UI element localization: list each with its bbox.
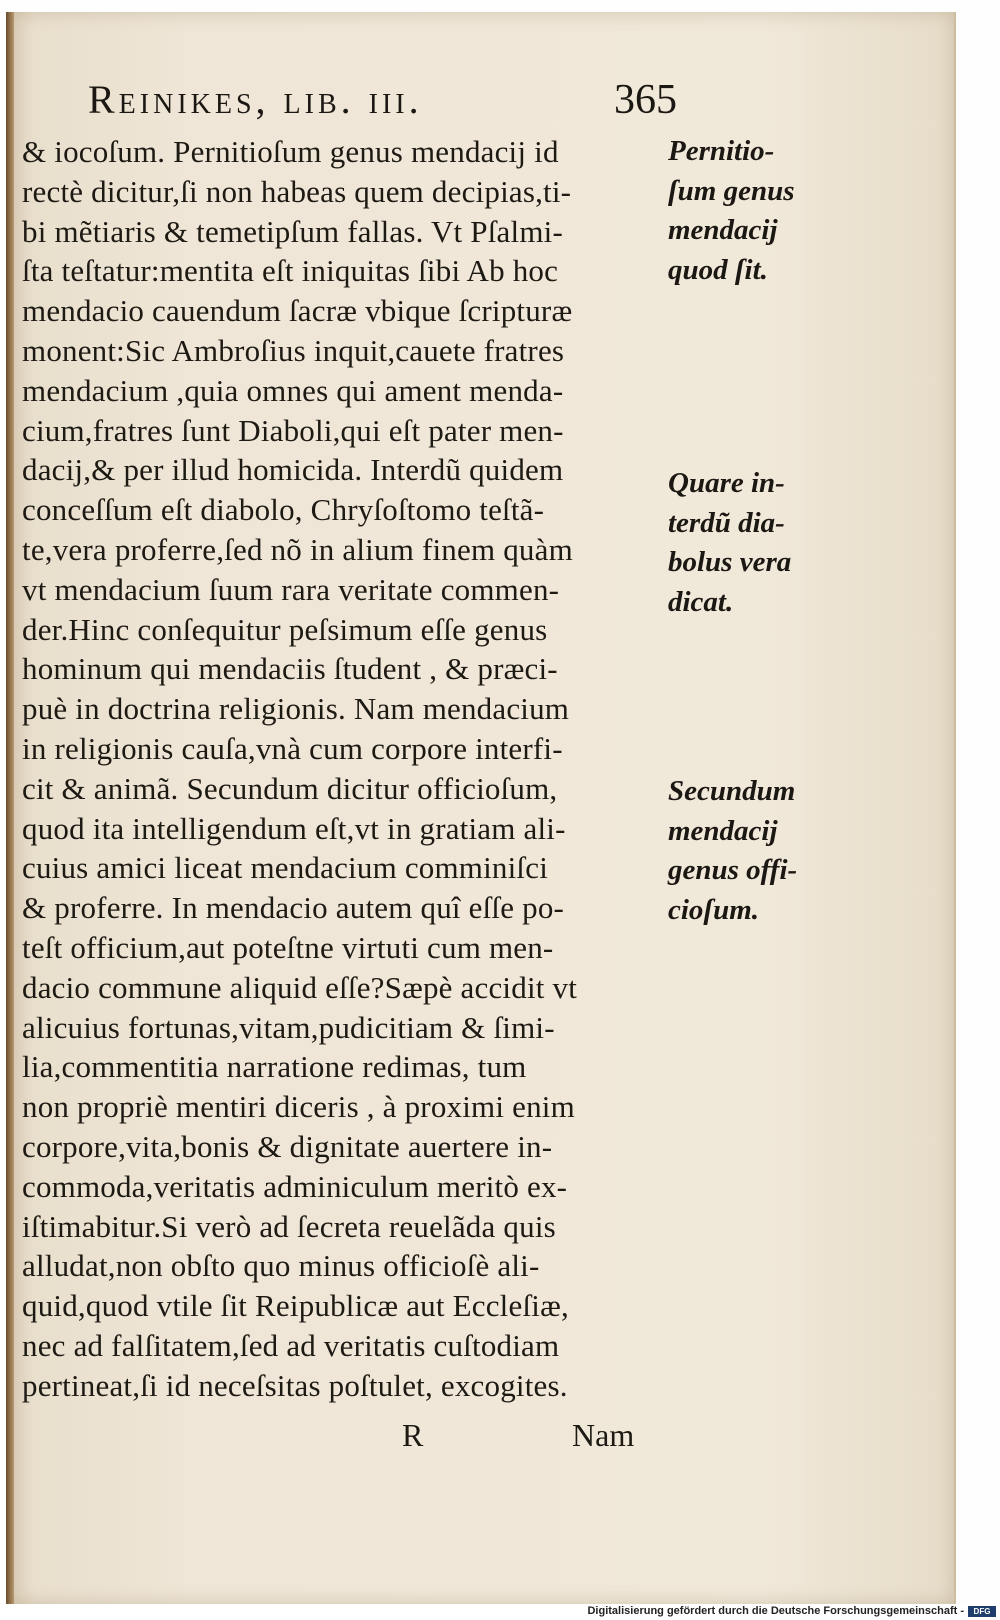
text-line: te,vera proferre,ſed nõ in alium finem quàm <box>22 531 573 567</box>
text-line: alludat,non obſto quo minus officioſè ali- <box>22 1248 540 1284</box>
text-line: dacio commune aliquid eſſe?Sæpè accidit vt <box>22 969 578 1005</box>
margin-note-quare <box>668 464 838 622</box>
margin-note-line: mendacij <box>668 214 778 246</box>
main-text-block <box>22 132 662 1406</box>
text-line: quid,quod vtile ſit Reipublicæ aut Eccleſiæ, <box>22 1288 569 1324</box>
text-line: bi mẽtiaris & temetipſum fallas. Vt Pſalmi- <box>22 213 563 249</box>
text-line: corpore,vita,bonis & dignitate auertere in- <box>22 1128 553 1164</box>
margin-note-line: quod ſit. <box>668 253 768 286</box>
text-line: cuius amici liceat mendacium comminiſci <box>22 850 549 886</box>
text-line: monent:Sic Ambroſius inquit,cauete fratres <box>22 332 565 368</box>
margin-note-line: Secundum <box>668 775 796 807</box>
text-line: puè in doctrina religionis. Nam mendacium <box>22 691 570 727</box>
text-line: & proferre. In mendacio autem quî eſſe po- <box>22 890 565 926</box>
page-number: 365 <box>614 77 677 123</box>
margin-note-line: cioſum. <box>668 893 760 926</box>
text-line: cit & animã. Secundum dicitur officioſum, <box>22 770 558 806</box>
margin-note-line: bolus vera <box>668 546 792 578</box>
margin-note-line: mendacij <box>668 814 778 847</box>
running-title: Reinikes, lib. iii. <box>88 77 423 122</box>
text-line: ſta teſtatur:mentita eſt iniquitas ſibi Ab hoc <box>22 253 559 289</box>
text-line: commoda,veritatis adminiculum meritò ex- <box>22 1168 568 1204</box>
text-line: cium,fratres ſunt Diaboli,qui eſt pater men- <box>22 412 564 448</box>
book-leaf <box>6 12 956 1604</box>
text-line: pertineat,ſi id neceſsitas poſtulet, excogites. <box>22 1367 568 1403</box>
catchword: Nam <box>572 1417 635 1453</box>
text-line: teſt officium,aut poteſtne virtuti cum men- <box>22 929 554 965</box>
text-line: mendacio cauendum ſacræ vbique ſcripturæ <box>22 293 573 329</box>
margin-note-line: ſum genus <box>668 174 795 207</box>
margin-note-line: genus offi- <box>668 854 798 886</box>
margin-note-line: Quare in- <box>668 467 785 499</box>
text-line: in religionis cauſa,vnà cum corpore interfi- <box>22 730 563 766</box>
running-header <box>88 76 688 132</box>
margin-note-secundum <box>668 772 838 930</box>
page-foot <box>6 1417 686 1467</box>
text-line: hominum qui mendaciis ſtudent , & præci- <box>22 651 558 687</box>
text-line: mendacium ,quia omnes qui ament menda- <box>22 372 564 408</box>
text-line: iſtimabitur.Si verò ad ſecreta reuelãda quis <box>22 1208 556 1244</box>
text-line: dacij,& per illud homicida. Interdũ quidem <box>22 452 564 488</box>
text-line: lia,commentitia narratione redimas, tum <box>22 1049 527 1085</box>
margin-note-line: dicat. <box>668 585 734 618</box>
text-line: nec ad falſitatem,ſed ad veritatis cuſtodiam <box>22 1327 560 1363</box>
digitization-footer <box>0 1604 1000 1620</box>
text-line: vt mendacium ſuum rara veritate commen- <box>22 571 560 607</box>
margin-note-pernitiosum <box>668 132 838 290</box>
text-line: quod ita intelligendum eſt,vt in gratiam ali- <box>22 810 566 846</box>
text-line: conceſſum eſt diabolo, Chryſoſtomo teſtã- <box>22 492 545 528</box>
text-line: alicuius fortunas,vitam,pudicitiam & ſimi- <box>22 1009 555 1045</box>
binding-gutter <box>6 12 14 1604</box>
text-line: rectè dicitur,ſi non habeas quem decipias,ti- <box>22 173 572 209</box>
funding-credit: Digitalisierung gefördert durch die Deutsche Forschungsgemeinschaft - <box>587 1605 964 1617</box>
text-line: non propriè mentiri diceris , à proximi enim <box>22 1089 575 1125</box>
signature-mark: R <box>402 1417 424 1453</box>
dfg-logo: DFG <box>968 1606 996 1617</box>
text-line: & iocoſum. Pernitioſum genus mendacij id <box>22 134 559 169</box>
text-line: der.Hinc conſequitur peſsimum eſſe genus <box>22 611 548 647</box>
margin-note-line: terdũ dia- <box>668 506 785 539</box>
margin-note-line: Pernitio- <box>668 135 775 167</box>
